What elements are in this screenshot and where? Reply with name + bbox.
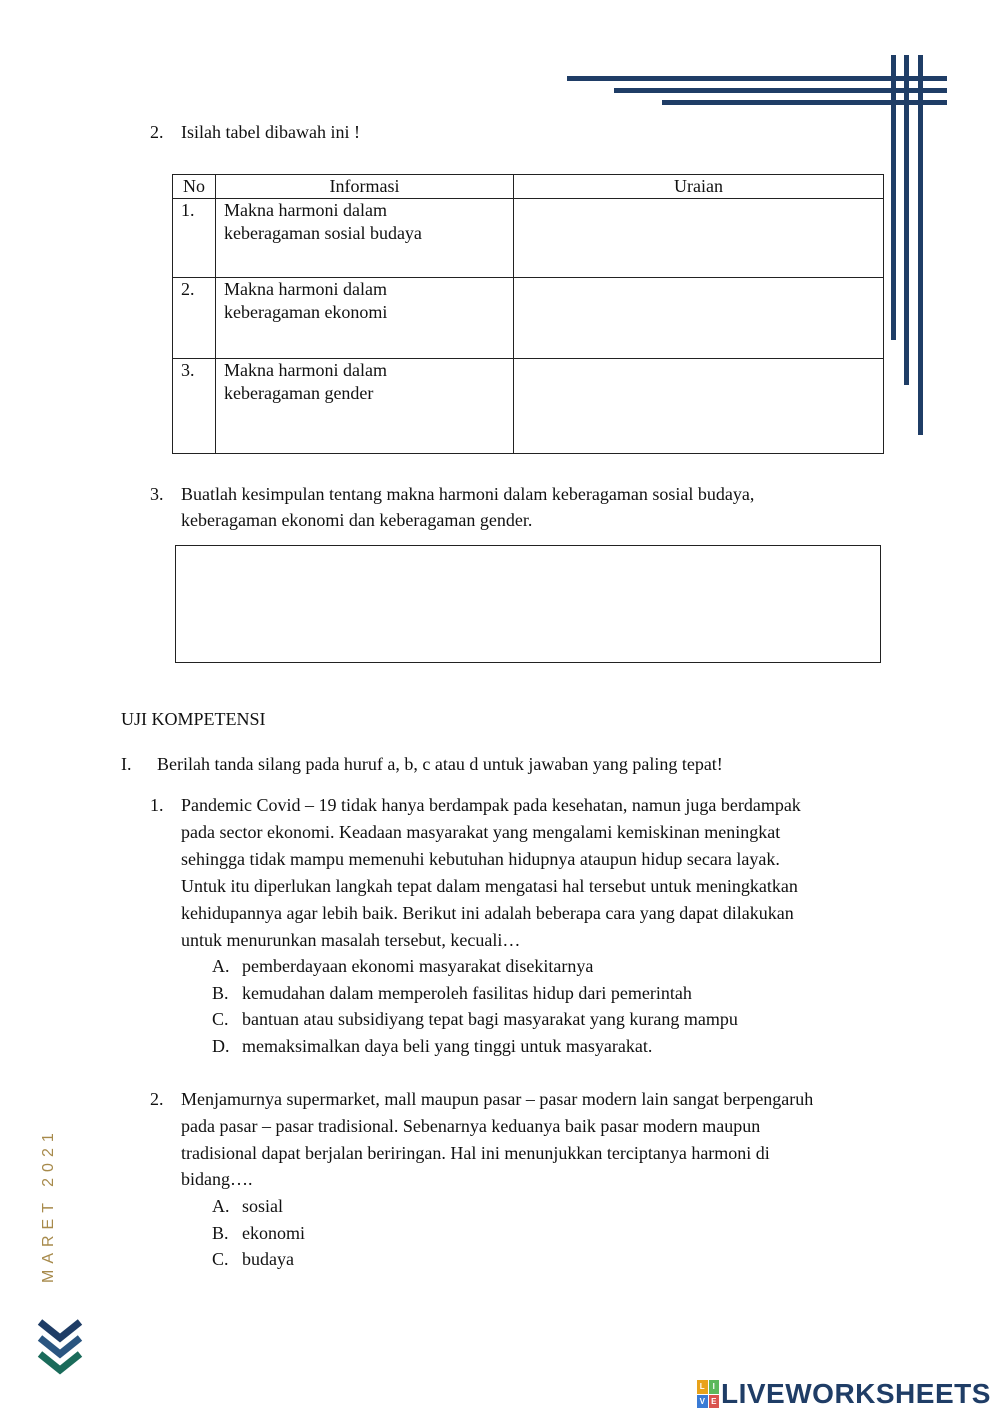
decor-line [567,76,947,81]
option-letter: A. [212,956,230,976]
row-info-line: Makna harmoni dalam [224,200,387,220]
row-info-line: keberagaman gender [224,383,374,403]
question-text-line: pada pasar – pasar tradisional. Sebenarnya keduanya baik pasar modern maupun [181,1116,761,1136]
column-header-no: No [173,175,216,199]
question-text-line: kehidupannya agar lebih baik. Berikut ini adalah beberapa cara yang dapat dilakukan [181,903,794,923]
question-text-line: Pandemic Covid – 19 tidak hanya berdampak pada kesehatan, namun juga berdampak [181,795,801,815]
row-info [216,278,514,359]
option-text: bantuan atau subsidiyang tepat bagi masyarakat yang kurang mampu [242,1009,738,1029]
decor-line [614,88,947,93]
table-row [173,199,884,278]
option-letter: B. [212,1223,229,1243]
section-heading: UJI KOMPETENSI [121,709,266,729]
conclusion-answer-box[interactable] [175,545,881,663]
option-a[interactable] [212,1193,283,1220]
question-number: 1. [150,795,164,815]
question-text-line: Menjamurnya supermarket, mall maupun pasar – pasar modern lain sangat berpengaruh [181,1089,814,1109]
column-header-informasi: Informasi [216,175,514,199]
logo-mark-icon: L I V E [697,1380,719,1408]
option-text: memaksimalkan daya beli yang tinggi untuk masyarakat. [242,1036,653,1056]
uraian-answer-cell[interactable] [514,359,884,454]
question-text-line: Untuk itu diperlukan langkah tepat dalam mengatasi hal tersebut untuk meningkatkan [181,876,798,896]
option-letter: D. [212,1036,230,1056]
row-number: 2. [173,278,216,359]
info-table [172,174,884,454]
question-prompt: Isilah tabel dibawah ini ! [181,122,360,142]
row-info-line: Makna harmoni dalam [224,360,387,380]
part-instruction: Berilah tanda silang pada huruf a, b, c atau d untuk jawaban yang paling tepat! [157,754,723,774]
decor-line [918,55,923,435]
question-text-line: pada sector ekonomi. Keadaan masyarakat yang mengalami kemiskinan meningkat [181,822,781,842]
option-c[interactable] [212,1006,738,1033]
option-d[interactable] [212,1033,652,1060]
part-number: I. [121,754,132,774]
option-text: ekonomi [242,1223,305,1243]
row-info-line: keberagaman sosial budaya [224,223,422,243]
question-text-line: tradisional dapat berjalan beriringan. Hal ini menunjukkan terciptanya harmoni di [181,1143,770,1163]
uraian-answer-cell[interactable] [514,199,884,278]
row-number: 3. [173,359,216,454]
question-text-line: sehingga tidak mampu memenuhi kebutuhan hidupnya ataupun hidup secara layak. [181,849,780,869]
option-text: sosial [242,1196,284,1216]
question-number: 3. [150,484,164,504]
option-a[interactable] [212,953,593,980]
option-b[interactable] [212,1220,305,1247]
question-text-line: keberagaman ekonomi dan keberagaman gender. [181,510,533,530]
row-info [216,199,514,278]
option-letter: C. [212,1249,229,1269]
brand-name: LIVEWORKSHEETS [721,1378,991,1409]
option-letter: B. [212,983,229,1003]
chevron-down-icon [37,1318,83,1380]
option-text: kemudahan dalam memperoleh fasilitas hidup dari pemerintah [242,983,692,1003]
decor-line [904,55,909,385]
option-b[interactable] [212,980,692,1007]
row-number: 1. [173,199,216,278]
side-date-label: MARET 2021 [40,1127,57,1283]
option-text: budaya [242,1249,294,1269]
liveworksheets-logo[interactable] [697,1376,991,1412]
option-letter: A. [212,1196,230,1216]
column-header-uraian: Uraian [514,175,884,199]
question-text-line: bidang…. [181,1169,253,1189]
row-info [216,359,514,454]
question-number: 2. [150,1089,164,1109]
option-letter: C. [212,1009,229,1029]
row-info-line: keberagaman ekonomi [224,302,388,322]
uraian-answer-cell[interactable] [514,278,884,359]
question-text-line: untuk menurunkan masalah tersebut, kecuali… [181,930,521,950]
row-info-line: Makna harmoni dalam [224,279,387,299]
table-row [173,278,884,359]
question-number: 2. [150,122,164,142]
question-text-line: Buatlah kesimpulan tentang makna harmoni dalam keberagaman sosial budaya, [181,484,755,504]
table-header-row [173,175,884,199]
decor-line [891,55,896,340]
option-c[interactable] [212,1246,294,1273]
table-row [173,359,884,454]
option-text: pemberdayaan ekonomi masyarakat disekitarnya [242,956,594,976]
